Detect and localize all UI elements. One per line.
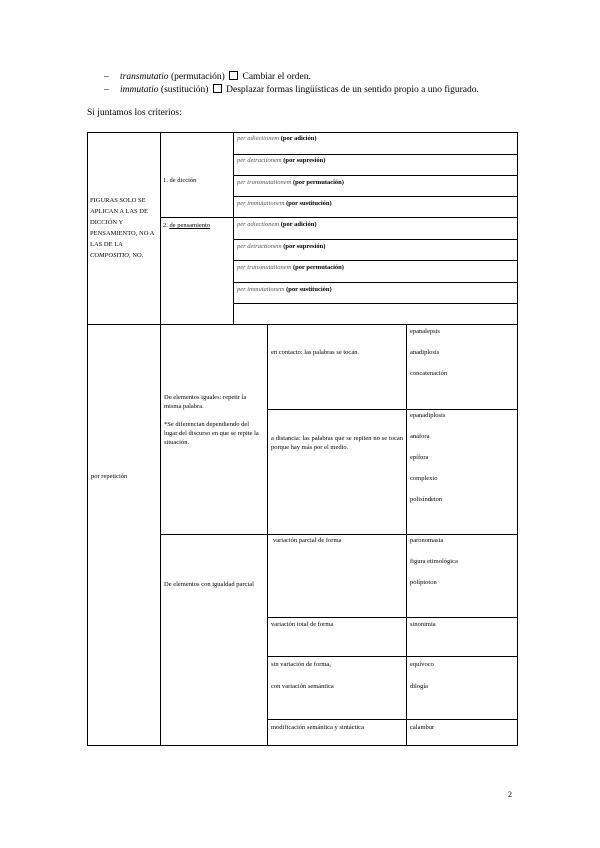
figure: figura etimológica [410,558,458,565]
iguales-title: De elementos iguales: repetir la misma palabra. [164,394,247,410]
figure: anáfora [410,433,430,440]
top-item: per immutationem (por sustitución) [237,286,332,293]
contacto-desc: en contacto: las palabras se tocan. [271,349,360,356]
pensamiento-label: 2. de pensamiento [163,222,211,229]
figure: polisíndeton [410,496,443,503]
figure: dilogía [410,683,429,690]
figure: anadiplosis [410,349,440,356]
bullet-dash: – [104,85,109,95]
figure: paronomasia [410,537,444,544]
intro-text: Si juntamos los criterios: [87,108,182,118]
top-item: per detractionem (por supresión) [237,157,326,164]
term: transmutatio [120,72,169,82]
parcial-desc: modificación semántica y sintáctica [271,724,364,731]
parcial-desc: sin variación de forma, [271,661,331,668]
bullet-dash: – [104,72,109,82]
repeticion-label: por repetición [91,473,128,480]
top-item: per transmutationem (por permutación) [237,179,344,186]
distancia-desc: a distancia: las palabras que se repiten no se tocan porque hay más por el medio. [271,435,403,451]
checkbox-glyph-icon [213,84,222,93]
figure: complexio [410,475,438,482]
page-number: 2 [508,790,512,799]
figure: epanadiplosis [410,412,446,419]
figure: sinonimia [410,621,436,628]
checkbox-glyph-icon [229,71,238,80]
parcial-desc: variación parcial de forma [273,537,342,544]
figure: políptoton [410,579,437,586]
term: immutatio [120,85,159,95]
top-item: per transmutationem (por permutación) [237,264,344,271]
figure: equívoco [410,661,434,668]
top-item: per adiectionem (por adición) [237,221,317,228]
parcial-desc: con variación semántica [271,683,334,690]
figure: concatenación [410,370,448,377]
parcial-desc: variación total de forma [271,621,334,628]
diccion-label: 1. de dicción [163,177,197,184]
figure: epífora [410,454,429,461]
parcial-title: De elementos con igualdad parcial [164,581,254,588]
figure: epanalepsis [410,328,440,335]
top-item: per detractionem (por supresión) [237,243,326,250]
iguales-note: *Se diferencian dependiendo del lugar del discurso en que se repite la situación. [164,421,259,446]
top-item: per adiectionem (por adición) [237,135,317,142]
top-item: per immutationem (por sustitución) [237,200,332,207]
figure: calambur [410,724,435,731]
